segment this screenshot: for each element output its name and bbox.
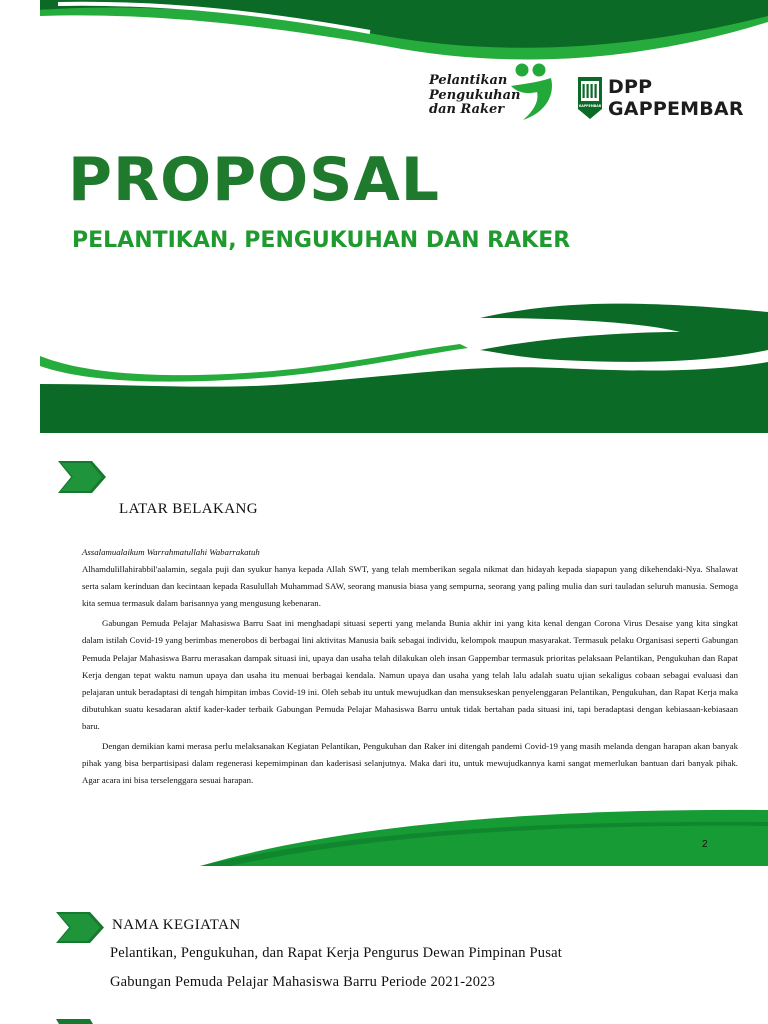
paragraph: Dengan demikian kami merasa perlu melaksanakan Kegiatan Pelantikan, Pengukuhan dan Raker ini ditengah pandemi Covid-19 yang masih melanda dengan harapan akan banyak pihak yang bisa berpartisipasi dalam regenerasi kepemimpinan dan kaderisasi selanjutnya. Maka dari itu, untuk mewujudkannya kami sangat memerlukan bantuan dari banyak pihak. Agar acara ini bisa terselenggara sesuai harapan.	[82, 741, 738, 786]
section-arrow-icon	[55, 911, 105, 944]
greeting-text: Assalamualaikum Warrahmatullahi Wabarrakatuh	[82, 547, 260, 557]
page-number: 2	[702, 839, 708, 850]
cover-subtitle: PELANTIKAN, PENGUKUHAN DAN RAKER	[72, 228, 571, 253]
event-name-line-1: Pelantikan, Pengukuhan, dan Rapat Kerja Pengurus Dewan Pimpinan Pusat	[110, 945, 562, 961]
section-arrow-icon-next	[55, 1018, 105, 1024]
org-logo	[577, 76, 767, 122]
event-logo	[429, 60, 569, 126]
shield-icon	[577, 76, 603, 120]
paragraph: Alhamdulillahirabbil'aalamin, segala puji dan syukur hanya kepada Allah SWT, yang telah memberikan segala nikmat dan hidayah kepada siapapun yang dikehendaki-Nya. Shalawat serta salam kerinduan dan kecintaan kepada Rasulullah Muhammad SAW, seorang manusia biasa yang sempurna, seorang yang paling mulia dan suri tauladan seluruh manusia. Semoga kita semua termasuk dalam barisannya yang mengusung kebenaran.	[82, 564, 738, 609]
paragraph: Gabungan Pemuda Pelajar Mahasiswa Barru Saat ini menghadapi situasi seperti yang melanda Bunia akhir ini yang kita kenal dengan Corona Virus Desaise yang kita singkat dalam istilah Covid-19 yang berimbas menerobos di berbagai lini aktivitas Manusia baik sebagai individu, kelompok maupun masyarakat. Termasuk pelaku Organisasi seperti Gabungan Pemuda Pelajar Mahasiswa Barru merasakan dampak situasi ini, upaya dan usaha telah dilakukan oleh insan Gappembar termasuk prioritas pelaksaan Pelantikan, Pengukuhan dan Rapat Kerja dengan tepat waktu namun upaya dan usaha itu menuai berbagai kendala. Namun upaya dan usaha yang telah lalu adalah suatu ujian sekaligus cobaan sebagai evaluasi dan pelajaran untuk beradaptasi di tengah himpitan imbas Covid-19 ini. Oleh sebab itu untuk mewujudkan dan mensukseskan penyelenggaran Pelantikan, Pengukuhan, dan Rapat Kerja maka dibutuhkan suatu kesadaran aktif kader-kader terbaik Gabungan Pemuda Pelajar Mahasiswa Barru untuk tidak bertahan pada situasi ini, tapi beradaptasi dengan kebiasaan-kebiasaan baru.	[82, 618, 738, 731]
section-heading-nama-kegiatan: NAMA KEGIATAN	[112, 917, 241, 933]
svg-text:GAPPEMBAR: GAPPEMBAR	[578, 104, 602, 108]
event-logo-text: Pelantikan Pengukuhan dan Raker	[429, 73, 521, 117]
cover-title: PROPOSAL	[68, 145, 441, 215]
latar-belakang-body	[82, 544, 738, 789]
section-heading-latar-belakang: LATAR BELAKANG	[119, 501, 258, 517]
org-name: DPP GAPPEMBAR	[608, 76, 744, 120]
section-arrow-icon	[57, 460, 107, 494]
two-people-icon	[509, 60, 565, 122]
cover-page	[40, 0, 768, 433]
footer-wave-decoration	[0, 808, 768, 866]
event-name-line-2: Gabungan Pemuda Pelajar Mahasiswa Barru Periode 2021-2023	[110, 974, 496, 990]
